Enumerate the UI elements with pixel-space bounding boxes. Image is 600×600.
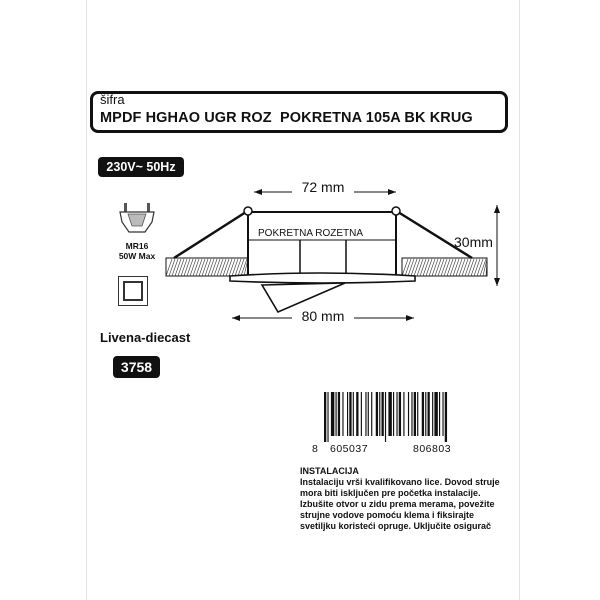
instructions-body: Instalaciju vrši kvalifikovano lice. Dovod struje mora biti isključen pre početka instalacije. Izbušite otvor u zidu prema merama, povežite strujne vodove pomoću klema i fiksirajte svetiljku koristeći opruge. Uključite osigurač — [300, 477, 500, 531]
height-label: 30mm — [454, 234, 493, 250]
barcode-digit-first: 8 — [312, 443, 319, 455]
fixture-body — [248, 212, 396, 277]
material-label: Livena-diecast — [100, 330, 191, 345]
barcode-digits-left: 605037 — [330, 443, 369, 455]
instructions-title: INSTALACIJA — [300, 466, 359, 476]
mr16-bulb-icon — [120, 203, 154, 232]
bottom-width-label: 80 mm — [301, 308, 345, 324]
installation-instructions — [300, 466, 512, 532]
product-code-badge: 3758 — [113, 356, 160, 378]
voltage-badge: 230V~ 50Hz — [98, 157, 184, 177]
fixture-flange — [230, 273, 415, 283]
double-insulation-icon — [118, 276, 148, 306]
barcode — [322, 392, 492, 442]
spring-left — [174, 212, 246, 258]
product-name: MPDF HGHAO UGR ROZ POKRETNA 105A BK KRUG — [100, 110, 473, 126]
lamp-power: 50W Max — [118, 251, 156, 261]
sifra-label: šifra — [100, 92, 125, 107]
lamp-type: MR16 — [125, 241, 149, 251]
top-width-label: 72 mm — [301, 179, 345, 195]
barcode-digits-right: 806803 — [413, 443, 452, 455]
socket-label: POKRETNA ROZETNA — [258, 228, 364, 239]
